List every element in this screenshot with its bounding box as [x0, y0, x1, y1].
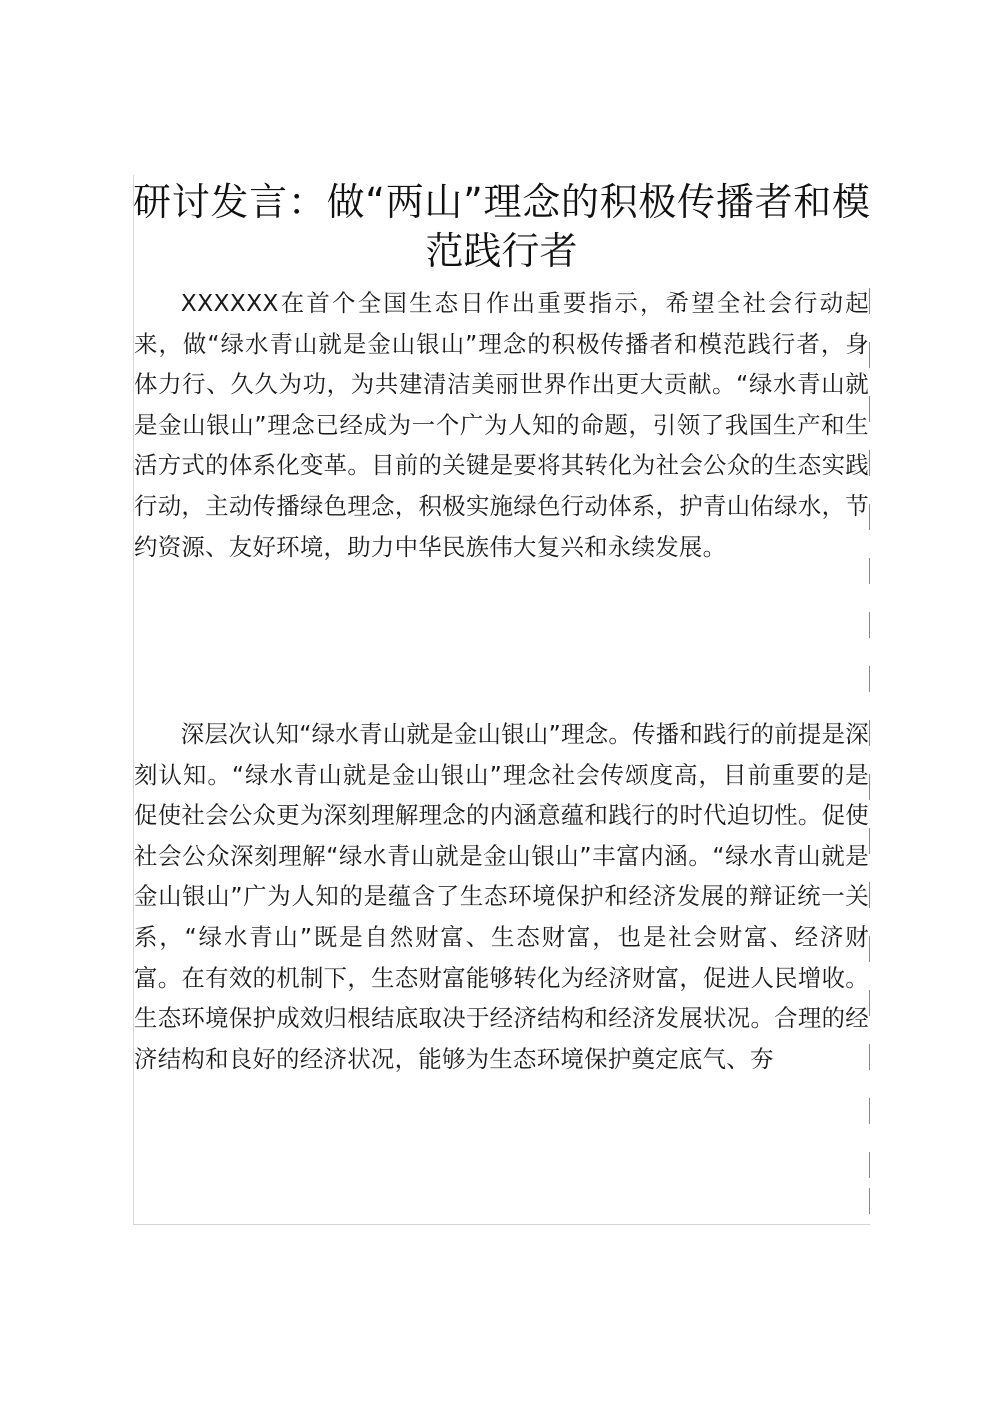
right-margin-mark — [869, 1044, 870, 1070]
body-paragraph-2: 深层次认知“绿水青山就是金山银山”理念。传播和践行的前提是深刻认知。“绿水青山就是金山银山”理念社会传颂度高，目前重要的是促使社会公众更为深刻理解理念的内涵意蕴和践行的时代迫切性。促使社会公众深刻理解“绿水青山就是金山银山”丰富内涵。“绿水青山就是金山银山”广为人知的是蕴含了生态环境保护和经济发展的辩证统一关系，“绿水青山”既是自然财富、生态财富，也是社会财富、经济财富。在有效的机制下，生态财富能够转化为经济财富，促进人民增收。生态环境保护成效归根结底取决于经济结构和经济发展状况。合理的经济结构和良好的经济状况，能够为生态环境保护奠定底气、夯 — [134, 720, 869, 1073]
right-margin-mark — [869, 504, 870, 530]
right-margin-mark — [869, 558, 870, 584]
right-margin-mark — [869, 342, 870, 368]
right-margin-mark — [869, 774, 870, 800]
right-margin-mark — [869, 828, 870, 854]
right-margin-mark — [869, 882, 870, 908]
right-margin-mark — [869, 720, 870, 746]
right-margin-mark — [869, 936, 870, 962]
right-margin-mark — [869, 990, 870, 1016]
right-margin-mark — [869, 666, 870, 692]
right-margin-mark — [869, 1152, 870, 1178]
document-title: 研讨发言：做“两山”理念的积极传播者和模范践行者 — [133, 180, 870, 273]
right-margin-mark — [869, 288, 870, 314]
right-margin-mark — [869, 396, 870, 422]
right-margin-mark — [869, 1098, 870, 1124]
right-margin-mark — [869, 1188, 870, 1214]
right-margin-mark — [869, 450, 870, 476]
body-paragraph-1: XXXXXX在首个全国生态日作出重要指示，希望全社会行动起来，做“绿水青山就是金山银山”理念的积极传播者和模范践行者，身体力行、久久为功，为共建清洁美丽世界作出更大贡献。“绿水青山就是金山银山”理念已经成为一个广为人知的命题，引领了我国生产和生活方式的体系化变革。目前的关键是要将其转化为社会公众的生态实践行动，主动传播绿色理念，积极实施绿色行动体系，护青山佑绿水，节约资源、友好环境，助力中华民族伟大复兴和永续发展。 — [134, 289, 869, 561]
right-margin-mark — [869, 612, 870, 638]
